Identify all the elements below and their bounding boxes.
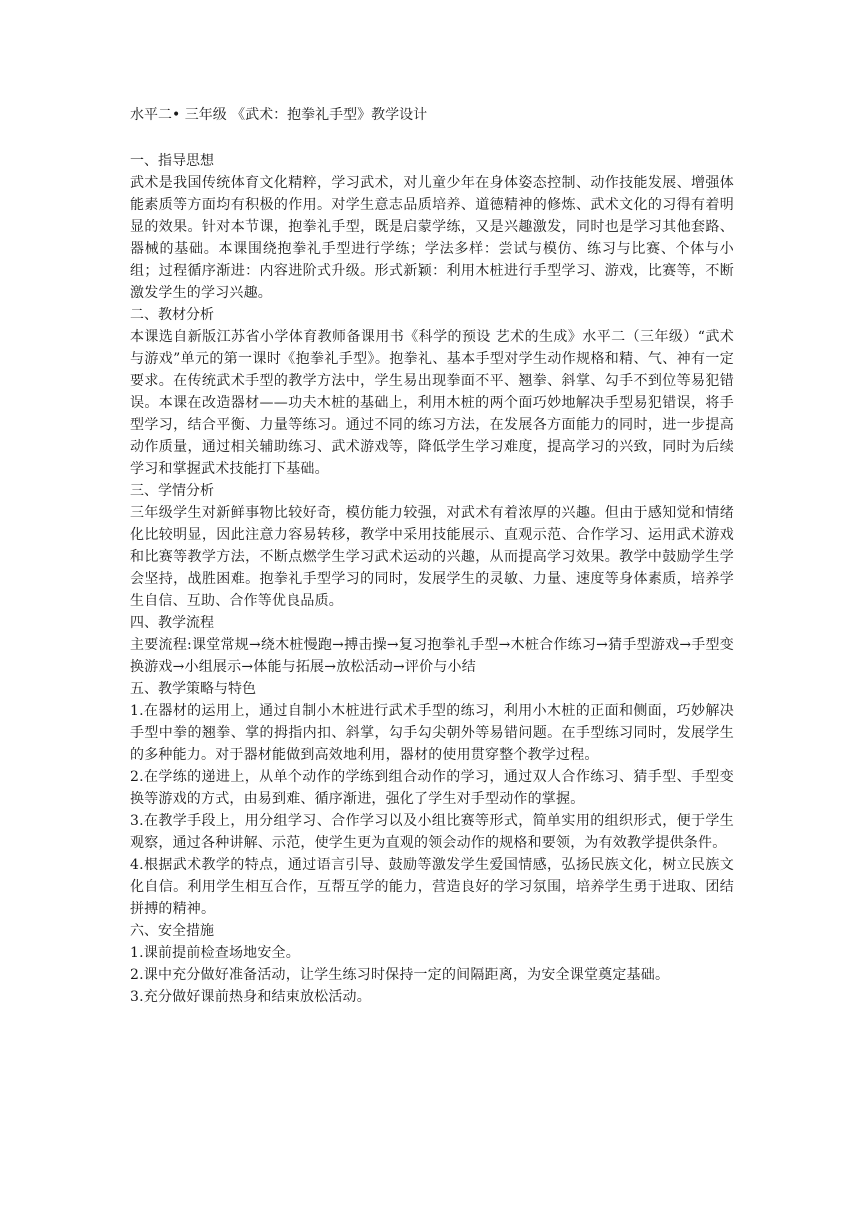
section-heading: 三、学情分析 [130,483,214,499]
section-heading: 二、教材分析 [130,307,214,323]
section-paragraph: 3.在教学手段上，用分组学习、合作学习以及小组比赛等形式，简单实用的组织形式，便于学生观察，通过各种讲解、示范，使学生更为直观的领会动作的规格和要领，为有效教学提供条件。 [130,813,734,851]
section-safety-measures [130,920,734,1008]
document-title: 水平二• 三年级 《武术：抱拳礼手型》教学设计 [130,107,428,123]
section-paragraph: 2.在学练的递进上，从单个动作的学练到组合动作的学习，通过双人合作练习、猜手型、手型变换等游戏的方式，由易到难、循序渐进，强化了学生对手型动作的掌握。 [130,769,734,807]
document-page [130,103,734,1008]
section-paragraph: 1.在器材的运用上，通过自制小木桩进行武术手型的练习，利用小木桩的正面和侧面，巧妙解决手型中拳的翘拳、掌的拇指内扣、斜掌，勾手勾尖朝外等易错问题。在手型练习同时，发展学生的多种能力。对于器材能做到高效地利用，器材的使用贯穿整个教学过程。 [130,703,734,763]
section-heading: 五、教学策略与特色 [130,681,256,697]
section-paragraph: 1.课前提前检查场地安全。 [130,945,300,961]
section-paragraph: 2.课中充分做好准备活动，让学生练习时保持一定的间隔距离，为安全课堂奠定基础。 [130,967,670,983]
section-paragraph: 三年级学生对新鲜事物比较好奇，模仿能力较强，对武术有着浓厚的兴趣。但由于感知觉和情绪化比较明显，因此注意力容易转移，教学中采用技能展示、直观示范、合作学习、运用武术游戏和比赛等教学方法，不断点燃学生学习武术运动的兴趣，从而提高学习效果。教学中鼓励学生学会坚持，战胜困难。抱拳礼手型学习的同时，发展学生的灵敏、力量、速度等身体素质，培养学生自信、互助、合作等优良品质。 [130,505,734,609]
section-material-analysis [130,304,734,480]
section-teaching-strategies [130,678,734,920]
section-teaching-process [130,612,734,678]
section-paragraph: 主要流程:课堂常规→绕木桩慢跑→搏击操→复习抱拳礼手型→木桩合作练习→猜手型游戏→手型变换游戏→小组展示→体能与拓展→放松活动→评价与小结 [130,637,734,675]
section-student-analysis [130,480,734,612]
section-heading: 四、教学流程 [130,615,214,631]
section-guiding-ideology [130,150,734,304]
section-paragraph: 4.根据武术教学的特点，通过语言引导、鼓励等激发学生爱国情感，弘扬民族文化，树立民族文化自信。利用学生相互合作，互帮互学的能力，营造良好的学习氛围，培养学生勇于进取、团结拼搏的精神。 [130,857,734,917]
section-paragraph: 本课选自新版江苏省小学体育教师备课用书《科学的预设 艺术的生成》水平二（三年级）“武术与游戏”单元的第一课时《抱拳礼手型》。抱拳礼、基本手型对学生动作规格和精、气、神有一定要求。在传统武术手型的教学方法中，学生易出现拳面不平、翘拳、斜掌、勾手不到位等易犯错误。本课在改造器材——功夫木桩的基础上，利用木桩的两个面巧妙地解决手型易犯错误，将手型学习，结合平衡、力量等练习。通过不同的练习方法，在发展各方面能力的同时，进一步提高动作质量，通过相关辅助练习、武术游戏等，降低学生学习难度，提高学习的兴致，同时为后续学习和掌握武术技能打下基础。 [130,329,734,477]
section-heading: 一、指导思想 [130,153,214,169]
section-paragraph: 武术是我国传统体育文化精粹，学习武术，对儿童少年在身体姿态控制、动作技能发展、增强体能素质等方面均有积极的作用。对学生意志品质培养、道德精神的修炼、武术文化的习得有着明显的效果。针对本节课，抱拳礼手型，既是启蒙学练，又是兴趣激发，同时也是学习其他套路、器械的基础。本课围绕抱拳礼手型进行学练；学法多样：尝试与模仿、练习与比赛、个体与小组；过程循序渐进：内容进阶式升级。形式新颖：利用木桩进行手型学习、游戏，比赛等，不断激发学生的学习兴趣。 [130,175,734,301]
section-heading: 六、安全措施 [130,923,214,939]
section-paragraph: 3.充分做好课前热身和结束放松活动。 [130,989,371,1005]
